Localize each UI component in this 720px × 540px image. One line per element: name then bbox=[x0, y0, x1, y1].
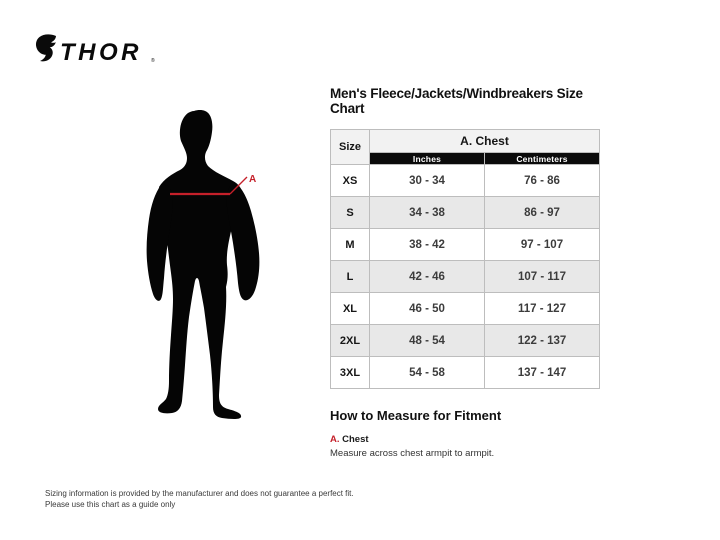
male-silhouette bbox=[147, 110, 260, 419]
inches-value: 46 - 50 bbox=[370, 293, 485, 325]
size-value: 3XL bbox=[331, 357, 370, 389]
table-row bbox=[331, 357, 600, 389]
inches-value: 38 - 42 bbox=[370, 229, 485, 261]
measure-item-chest bbox=[330, 434, 600, 459]
measure-name: Chest bbox=[342, 434, 369, 445]
measurement-figure bbox=[128, 103, 328, 433]
table-row bbox=[331, 325, 600, 357]
inches-value: 54 - 58 bbox=[370, 357, 485, 389]
centimeters-value: 86 - 97 bbox=[485, 197, 600, 229]
centimeters-value: 76 - 86 bbox=[485, 165, 600, 197]
centimeters-value: 137 - 147 bbox=[485, 357, 600, 389]
size-value: S bbox=[331, 197, 370, 229]
centimeters-column-header: Centimeters bbox=[485, 153, 600, 165]
size-table bbox=[330, 129, 600, 389]
disclaimer-line-1: Sizing information is provided by the manufacturer and does not guarantee a perfect fit. bbox=[45, 489, 354, 498]
centimeters-value: 117 - 127 bbox=[485, 293, 600, 325]
table-row bbox=[331, 293, 600, 325]
centimeters-value: 97 - 107 bbox=[485, 229, 600, 261]
inches-column-header: Inches bbox=[370, 153, 485, 165]
centimeters-value: 122 - 137 bbox=[485, 325, 600, 357]
thor-logo-svg bbox=[35, 33, 175, 67]
table-subheader-row bbox=[331, 153, 600, 165]
size-value: XS bbox=[331, 165, 370, 197]
measure-label bbox=[330, 434, 600, 445]
size-value: XL bbox=[331, 293, 370, 325]
disclaimer-line-2: Please use this chart as a guide only bbox=[45, 499, 176, 509]
inches-value: 48 - 54 bbox=[370, 325, 485, 357]
disclaimer bbox=[45, 489, 354, 510]
centimeters-value: 107 - 117 bbox=[485, 261, 600, 293]
table-header-row bbox=[331, 130, 600, 153]
thor-logo-text: THOR bbox=[60, 39, 142, 66]
inches-value: 30 - 34 bbox=[370, 165, 485, 197]
measure-heading: How to Measure for Fitment bbox=[330, 408, 502, 423]
size-column-header: Size bbox=[331, 130, 370, 165]
inches-value: 34 - 38 bbox=[370, 197, 485, 229]
male-silhouette-svg bbox=[128, 103, 328, 433]
registered-mark: ® bbox=[151, 58, 155, 64]
size-value: L bbox=[331, 261, 370, 293]
measure-description: Measure across chest armpit to armpit. bbox=[330, 448, 495, 459]
chest-group-header: A. Chest bbox=[370, 130, 600, 153]
page-title: Men's Fleece/Jackets/Windbreakers Size Chart bbox=[330, 86, 583, 116]
inches-value: 42 - 46 bbox=[370, 261, 485, 293]
thor-logo bbox=[35, 33, 175, 67]
table-row bbox=[331, 165, 600, 197]
size-value: M bbox=[331, 229, 370, 261]
size-value: 2XL bbox=[331, 325, 370, 357]
size-chart-panel bbox=[330, 86, 600, 459]
table-row bbox=[331, 197, 600, 229]
chest-line-label: A bbox=[249, 174, 257, 185]
table-row bbox=[331, 261, 600, 293]
measure-letter: A. bbox=[330, 434, 340, 445]
thor-icon bbox=[36, 34, 56, 61]
table-row bbox=[331, 229, 600, 261]
